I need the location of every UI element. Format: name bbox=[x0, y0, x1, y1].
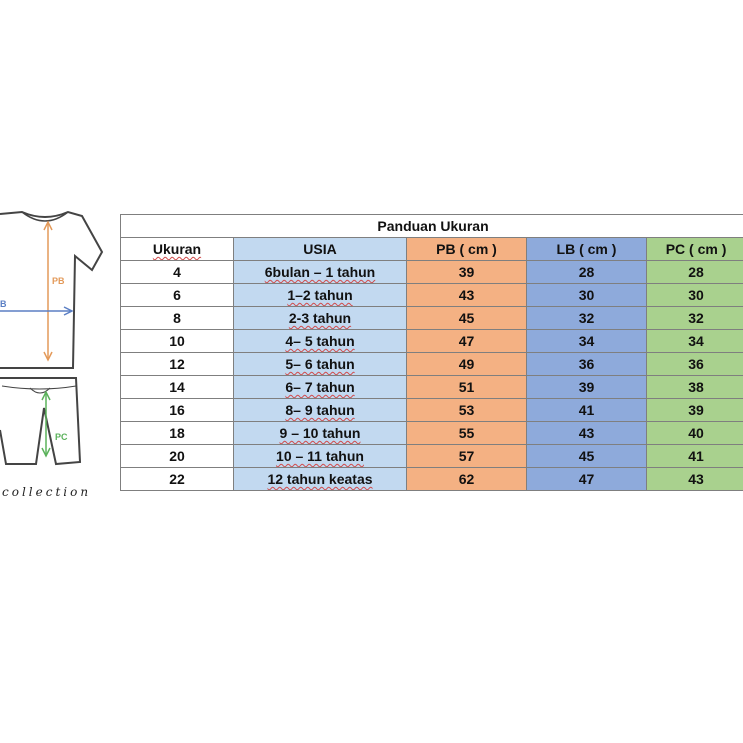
table-cell bbox=[407, 445, 527, 468]
table-cell bbox=[407, 330, 527, 353]
table-row bbox=[121, 284, 743, 307]
header-cell-text: USIA bbox=[303, 241, 337, 257]
table-cell bbox=[121, 261, 234, 284]
table-cell bbox=[121, 330, 234, 353]
table-cell-text: 39 bbox=[458, 264, 475, 280]
table-cell bbox=[121, 284, 234, 307]
table-cell-text: 47 bbox=[578, 471, 595, 487]
header-cell-text: PC ( cm ) bbox=[665, 241, 727, 257]
table-cell-text: 43 bbox=[688, 471, 704, 487]
table-cell-text: 34 bbox=[578, 333, 595, 349]
table-cell-text: 30 bbox=[688, 287, 704, 303]
table-cell bbox=[234, 399, 407, 422]
table-cell-text: 36 bbox=[578, 356, 595, 372]
brand-text: collection bbox=[2, 485, 92, 499]
table-cell bbox=[527, 261, 647, 284]
table-row bbox=[121, 468, 743, 491]
garment-illustration bbox=[0, 200, 120, 510]
table-cell bbox=[527, 445, 647, 468]
table-row bbox=[121, 445, 743, 468]
table-cell-text: 49 bbox=[458, 356, 475, 372]
table-header-row bbox=[121, 238, 743, 261]
table-cell bbox=[527, 307, 647, 330]
table-cell-text: 6– 7 tahun bbox=[285, 379, 355, 395]
table-cell-text: 6bulan – 1 tahun bbox=[264, 264, 376, 280]
table-cell bbox=[407, 353, 527, 376]
table-cell-text: 10 bbox=[169, 333, 185, 349]
table-row bbox=[121, 307, 743, 330]
table-cell bbox=[234, 422, 407, 445]
table-cell-text: 51 bbox=[458, 379, 475, 395]
table-cell bbox=[121, 399, 234, 422]
table-cell-text: 41 bbox=[578, 402, 595, 418]
table-cell-text: 1–2 tahun bbox=[287, 287, 353, 303]
table-cell bbox=[234, 376, 407, 399]
table-cell bbox=[647, 468, 743, 491]
table-cell-text: 20 bbox=[169, 448, 185, 464]
table-title: Panduan Ukuran bbox=[121, 215, 743, 238]
table-cell bbox=[121, 307, 234, 330]
table-cell-text: 10 – 11 tahun bbox=[276, 448, 364, 464]
table-cell-text: 39 bbox=[578, 379, 595, 395]
header-cell-text: PB ( cm ) bbox=[436, 241, 497, 257]
table-cell-text: 8– 9 tahun bbox=[285, 402, 355, 418]
table-cell bbox=[647, 261, 743, 284]
table-cell-text: 6 bbox=[173, 287, 181, 303]
table-title-row bbox=[121, 215, 743, 238]
table-cell bbox=[647, 399, 743, 422]
table-cell-text: 2-3 tahun bbox=[288, 310, 352, 326]
table-cell bbox=[407, 307, 527, 330]
table-row bbox=[121, 376, 743, 399]
table-cell bbox=[121, 376, 234, 399]
table-cell bbox=[527, 353, 647, 376]
table-cell-text: 36 bbox=[688, 356, 704, 372]
table-cell-text: 45 bbox=[578, 448, 595, 464]
header-cell bbox=[647, 238, 743, 261]
table-cell bbox=[407, 376, 527, 399]
pb-label: PB bbox=[52, 276, 65, 286]
table-cell-text: 47 bbox=[458, 333, 475, 349]
table-row bbox=[121, 353, 743, 376]
table-cell-text: 12 tahun keatas bbox=[267, 471, 373, 487]
table-row bbox=[121, 399, 743, 422]
table-cell bbox=[121, 422, 234, 445]
table-cell bbox=[527, 468, 647, 491]
table-row bbox=[121, 330, 743, 353]
table-cell-text: 32 bbox=[688, 310, 704, 326]
table-cell-text: 41 bbox=[688, 448, 704, 464]
table-cell-text: 38 bbox=[688, 379, 704, 395]
size-guide-table bbox=[120, 214, 743, 491]
table-cell-text: 4 bbox=[173, 264, 181, 280]
table-cell-text: 14 bbox=[169, 379, 185, 395]
table-cell bbox=[647, 330, 743, 353]
table-cell-text: 8 bbox=[173, 310, 181, 326]
table-cell bbox=[527, 284, 647, 307]
lb-label: B bbox=[0, 299, 7, 309]
table-cell bbox=[647, 284, 743, 307]
table-cell bbox=[527, 330, 647, 353]
header-cell bbox=[407, 238, 527, 261]
header-cell-text: LB ( cm ) bbox=[556, 241, 617, 257]
pc-label: PC bbox=[55, 432, 68, 442]
table-cell-text: 32 bbox=[578, 310, 595, 326]
table-cell-text: 12 bbox=[169, 356, 185, 372]
table-cell bbox=[234, 468, 407, 491]
table-cell bbox=[234, 445, 407, 468]
table-row bbox=[121, 422, 743, 445]
header-cell bbox=[234, 238, 407, 261]
table-cell bbox=[121, 353, 234, 376]
shorts-icon bbox=[0, 378, 80, 464]
table-cell bbox=[407, 261, 527, 284]
table-cell bbox=[527, 399, 647, 422]
table-cell-text: 4– 5 tahun bbox=[285, 333, 355, 349]
table-cell bbox=[407, 422, 527, 445]
header-cell-text: Ukuran bbox=[152, 241, 202, 257]
table-cell bbox=[527, 376, 647, 399]
table-cell-text: 28 bbox=[688, 264, 704, 280]
table-cell bbox=[234, 330, 407, 353]
table-cell bbox=[234, 353, 407, 376]
tshirt-icon bbox=[0, 212, 102, 368]
table-cell-text: 16 bbox=[169, 402, 185, 418]
table-cell-text: 57 bbox=[458, 448, 475, 464]
table-cell-text: 53 bbox=[458, 402, 475, 418]
table-cell-text: 28 bbox=[578, 264, 595, 280]
header-cell bbox=[527, 238, 647, 261]
table-cell bbox=[407, 468, 527, 491]
table-cell bbox=[527, 422, 647, 445]
table-cell bbox=[234, 307, 407, 330]
table-cell-text: 55 bbox=[458, 425, 475, 441]
table-cell bbox=[647, 307, 743, 330]
table-cell bbox=[647, 353, 743, 376]
header-cell bbox=[121, 238, 234, 261]
table-cell-text: 18 bbox=[169, 425, 185, 441]
table-cell-text: 43 bbox=[458, 287, 475, 303]
table-cell-text: 39 bbox=[688, 402, 704, 418]
table-cell-text: 34 bbox=[688, 333, 704, 349]
table-cell-text: 45 bbox=[458, 310, 475, 326]
table-cell bbox=[121, 468, 234, 491]
table-cell-text: 22 bbox=[169, 471, 185, 487]
table-row bbox=[121, 261, 743, 284]
table-cell bbox=[234, 284, 407, 307]
table-cell bbox=[234, 261, 407, 284]
table-cell-text: 43 bbox=[578, 425, 595, 441]
table-cell bbox=[407, 284, 527, 307]
table-cell-text: 62 bbox=[458, 471, 475, 487]
table-cell bbox=[647, 422, 743, 445]
table-cell-text: 40 bbox=[688, 425, 704, 441]
table-cell bbox=[121, 445, 234, 468]
table-cell bbox=[407, 399, 527, 422]
table-cell-text: 5– 6 tahun bbox=[285, 356, 355, 372]
table-cell-text: 30 bbox=[578, 287, 595, 303]
table-cell-text: 9 – 10 tahun bbox=[279, 425, 361, 441]
table-cell bbox=[647, 376, 743, 399]
table-cell bbox=[647, 445, 743, 468]
